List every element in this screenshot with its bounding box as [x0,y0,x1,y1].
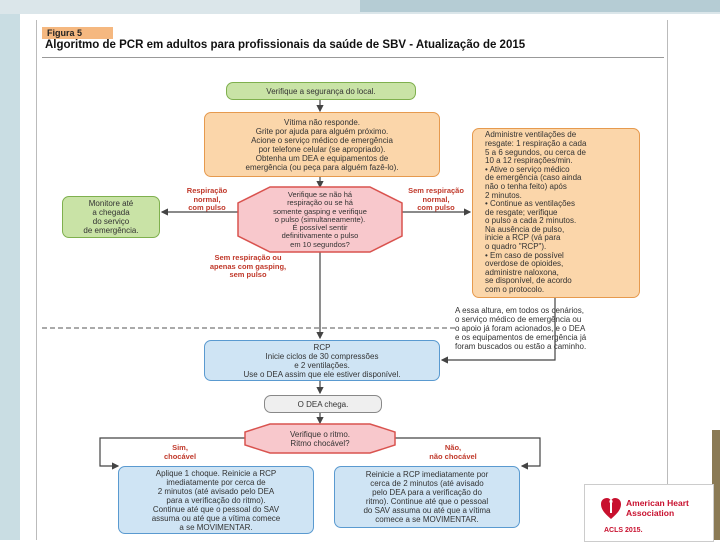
label-shockable-yes: Sim, chocável [163,443,197,461]
aha-subtitle: ACLS 2015. [604,527,643,534]
figure-title: Algoritmo de PCR em adultos para profissionais da saúde de SBV - Atualização de 2015 [45,39,526,51]
label-no-breathing-no-pulse: Sem respiração ou apenas com gasping, sem pulso [209,253,287,279]
check-safety-box: Verifique a segurança do local. [226,82,416,100]
aed-arrives-box: O DEA chega. [264,395,382,413]
check-breathing-text: Verifique se não há respiração ou se há somente gasping e verifique o pulso (simultaneamente). É possível sentir definitivamente o pulso em 10 segundos? [273,189,367,249]
check-rhythm-text: Verifique o ritmo. Ritmo chocável? [289,430,351,448]
aha-org-name: American Heart Association [626,498,689,518]
monitor-box: Monitore até a chegada do serviço de emergência. [62,196,160,238]
rescue-breaths-box: Administre ventilações de resgate: 1 respiração a cada 5 a 6 segundos, ou cerca de 10 a 12 respirações/min. • Ative o serviço médico de emergência (caso ainda não o tenha feito) após 2 minutos. • Continue as ventilações de resgate; verifique o pulso a cada 2 minutos. Na ausência de pulso, inicie a RCP (vá para o quadro "RCP"). • Em caso de possível overdose de opioides, administre naloxona, se disponível, de acordo com o protocolo. [472,128,640,298]
note-text: A essa altura, em todos os cenários, o serviço médico de emergência ou o apoio já foram acionados, e o DEA e os equipamentos de emergência já foram buscados ou estão a caminho. [455,306,587,351]
unresponsive-box: Vítima não responde. Grite por ajuda para alguém próximo. Acione o serviço médico de emergência por telefone celular (se apropriado). Obtenha um DEA e equipamentos de emergência (ou peça para alguém fazê-lo). [204,112,440,177]
label-no-normal-breathing: Sem respiração normal, com pulso [408,186,464,212]
cpr-box: RCP Inicie ciclos de 30 compressões e 2 ventilações. Use o DEA assim que ele estiver disponível. [204,340,440,381]
heart-torch-icon [600,495,622,521]
figure-label: Figura 5 [42,27,113,39]
label-normal-breathing: Respiração normal, com pulso [186,186,228,212]
nonshockable-action-box: Reinicie a RCP imediatamente por cerca de 2 minutos (até avisado pelo DEA para a verificação do ritmo). Continue até que o pessoal do SAV assuma ou até que a vítima comece a se MOVIMENTAR. [334,466,520,528]
shockable-action-box: Aplique 1 choque. Reinicie a RCP imediatamente por cerca de 2 minutos (até avisado pelo DEA para a verificação do ritmo). Continue até que o pessoal do SAV assuma ou até que a vítima comece a se MOVIMENTAR. [118,466,314,534]
label-shockable-no: Não, não chocável [429,443,477,461]
